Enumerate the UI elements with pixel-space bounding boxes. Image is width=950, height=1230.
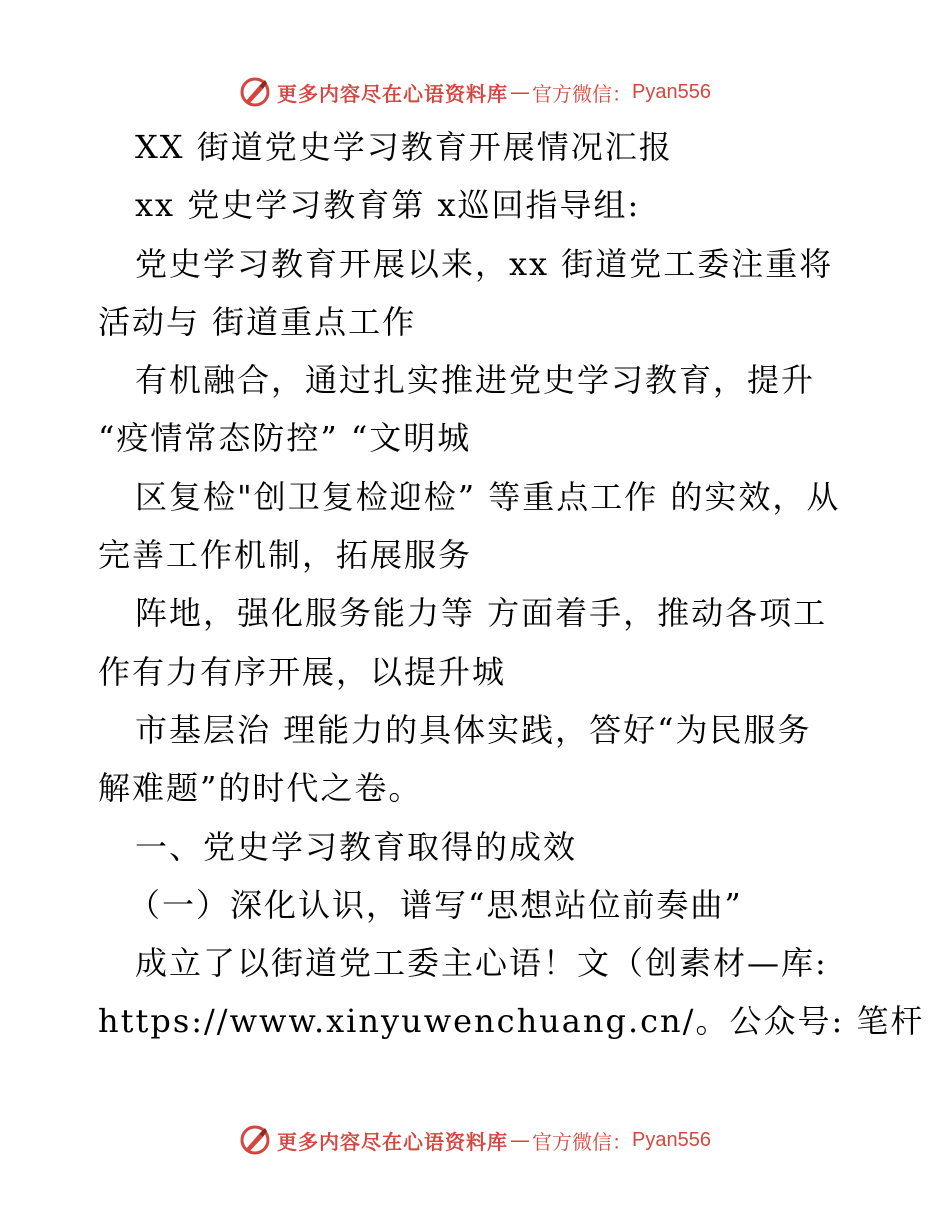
pen-logo-icon [239,1124,271,1156]
paragraph-line: 解难题”的时代之卷。 [98,769,423,808]
footer-banner [0,1120,950,1160]
header-banner [0,72,950,112]
banner-dash: — [510,80,531,104]
pen-logo-icon [239,76,271,108]
paragraph-line: 成立了以街道党工委主心语！文（创素材—库: [135,944,828,983]
paragraph-line: 作有力有序开展，以提升城 [98,652,507,691]
wechat-id: Pyan556 [632,80,711,103]
brand-text: 更多内容尽在心语资料库 [277,1129,509,1154]
paragraph-line: 区复检"创卫复检迎检” 等重点工作 的实效，从 [135,477,841,516]
document-body [98,118,925,1051]
paragraph-line: 市基层治 理能力的具体实践，答好“为民服务 [135,710,812,749]
document-title: XX 街道党史学习教育开展情况汇报 [135,128,673,166]
paragraph-line: 有机融合，通过扎实推进党史学习教育，提升 [135,361,816,400]
official-label: 官方微信： [532,81,633,106]
addressee: xx 党史学习教育第 x巡回指导组: [135,186,641,225]
paragraph-line: 活动与 街道重点工作 [98,302,417,341]
subsection-heading: （一）深化认识，谱写“思想站位前奏曲” [128,885,743,924]
section-heading: 一、党史学习教育取得的成效 [135,827,578,866]
paragraph-line: 阵地，强化服务能力等 方面着手，推动各项工 [135,594,828,633]
paragraph-line: “疫情常态防控” “文明城 [98,419,472,458]
brand-text: 更多内容尽在心语资料库 [277,81,509,106]
paragraph-line: 完善工作机制，拓展服务 [98,536,473,575]
paragraph-line: 党史学习教育开展以来，xx 街道党工委注重将 [135,244,834,283]
paragraph-line: https://www.xinyuwenchuang.cn/。公众号: 笔杆 [98,1002,925,1041]
official-label: 官方微信： [532,1129,633,1154]
banner-dash: — [510,1128,531,1152]
wechat-id: Pyan556 [632,1128,711,1151]
